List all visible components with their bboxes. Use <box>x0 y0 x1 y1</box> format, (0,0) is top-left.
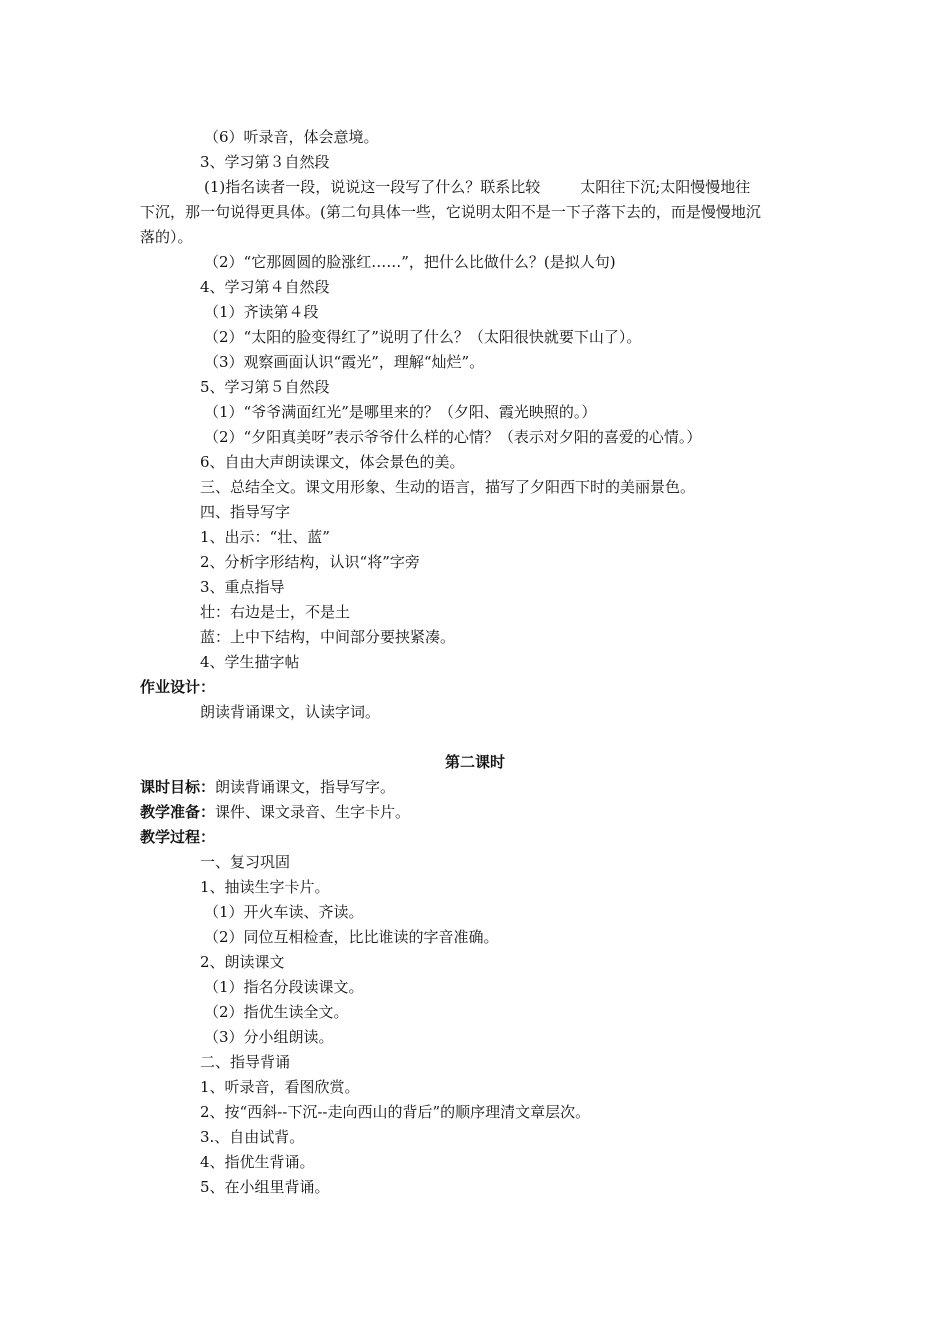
text-line: （2）“它那圆圆的脸涨红……”，把什么比做什么？(是拟人句) <box>204 253 616 271</box>
text-line: （2）指优生读全文。 <box>204 1003 349 1021</box>
text-line: （6）听录音，体会意境。 <box>204 128 379 146</box>
text-line: 3、重点指导 <box>200 578 285 596</box>
text-line: （2）“夕阳真美呀”表示爷爷什么样的心情？（表示对夕阳的喜爱的心情。） <box>204 428 702 446</box>
goal-label: 课时目标： <box>140 778 216 796</box>
text-line: 2、按“西斜--下沉--走向西山的背后”的顺序理清文章层次。 <box>200 1103 591 1121</box>
text-line: （1）齐读第４段 <box>204 303 319 321</box>
text-line: 4、指优生背诵。 <box>200 1153 315 1171</box>
homework-label: 作业设计： <box>140 678 216 696</box>
section-heading: 3、学习第３自然段 <box>200 153 330 171</box>
text-line: 1、抽读生字卡片。 <box>200 878 330 896</box>
text-line: 4、学生描字帖 <box>200 653 300 671</box>
section-heading: 4、学习第４自然段 <box>200 278 330 296</box>
homework-text: 朗读背诵课文，认读字词。 <box>200 703 381 721</box>
text-line: （1）“爷爷满面红光”是哪里来的？（夕阳、霞光映照的。） <box>204 403 597 421</box>
process-label: 教学过程： <box>140 828 216 846</box>
section-heading: 一、复习巩固 <box>200 853 291 871</box>
text-line: 1、听录音，看图欣赏。 <box>200 1078 360 1096</box>
paragraph-line: 落的）。 <box>140 228 193 246</box>
text-line: （2）“太阳的脸变得红了”说明了什么？（太阳很快就要下山了）。 <box>204 328 642 346</box>
prep-text: 课件、课文录音、生字卡片。 <box>215 803 411 821</box>
text-line: （1）开火车读、齐读。 <box>204 903 364 921</box>
text-line: 3.、自由试背。 <box>200 1128 305 1146</box>
text-line: 6、自由大声朗读课文，体会景色的美。 <box>200 453 465 471</box>
text-line: （2）同位互相检查，比比谁读的字音准确。 <box>204 928 499 946</box>
text-line: 蓝：上中下结构，中间部分要挟紧凑。 <box>200 628 456 646</box>
lesson-prep <box>140 802 410 822</box>
lesson-goal <box>140 777 395 797</box>
text-line: （3）分小组朗读。 <box>204 1028 334 1046</box>
lesson-title: 第二课时 <box>444 753 505 771</box>
prep-label: 教学准备： <box>140 803 216 821</box>
section-heading: 四、指导写字 <box>200 503 291 521</box>
text-line: 2、朗读课文 <box>200 953 285 971</box>
text-line: （1）指名分段读课文。 <box>204 978 364 996</box>
section-heading: 5、学习第５自然段 <box>200 378 330 396</box>
text-line: （3）观察画面认识“霞光”，理解“灿烂”。 <box>204 353 485 371</box>
section-heading: 二、指导背诵 <box>200 1053 291 1071</box>
text-line: 5、在小组里背诵。 <box>200 1178 330 1196</box>
text-line: 2、分析字形结构，认识“将”字旁 <box>200 553 420 571</box>
paragraph-line: 下沉，那一句说得更具体。(第二句具体一些，它说明太阳不是一下子落下去的，而是慢慢地沉 <box>140 203 761 221</box>
text-line: 1、出示：“壮、蓝” <box>200 528 330 546</box>
text-line: 壮：右边是士，不是土 <box>200 603 351 621</box>
paragraph-text: (1)指名读者一段，说说这一段写了什么？联系比较 <box>204 178 541 196</box>
text-line: 三、总结全文。课文用形象、生动的语言，描写了夕阳西下时的美丽景色。 <box>200 478 696 496</box>
paragraph-line <box>204 177 750 197</box>
paragraph-text: 太阳往下沉;太阳慢慢地往 <box>580 178 751 196</box>
goal-text: 朗读背诵课文，指导写字。 <box>215 778 396 796</box>
